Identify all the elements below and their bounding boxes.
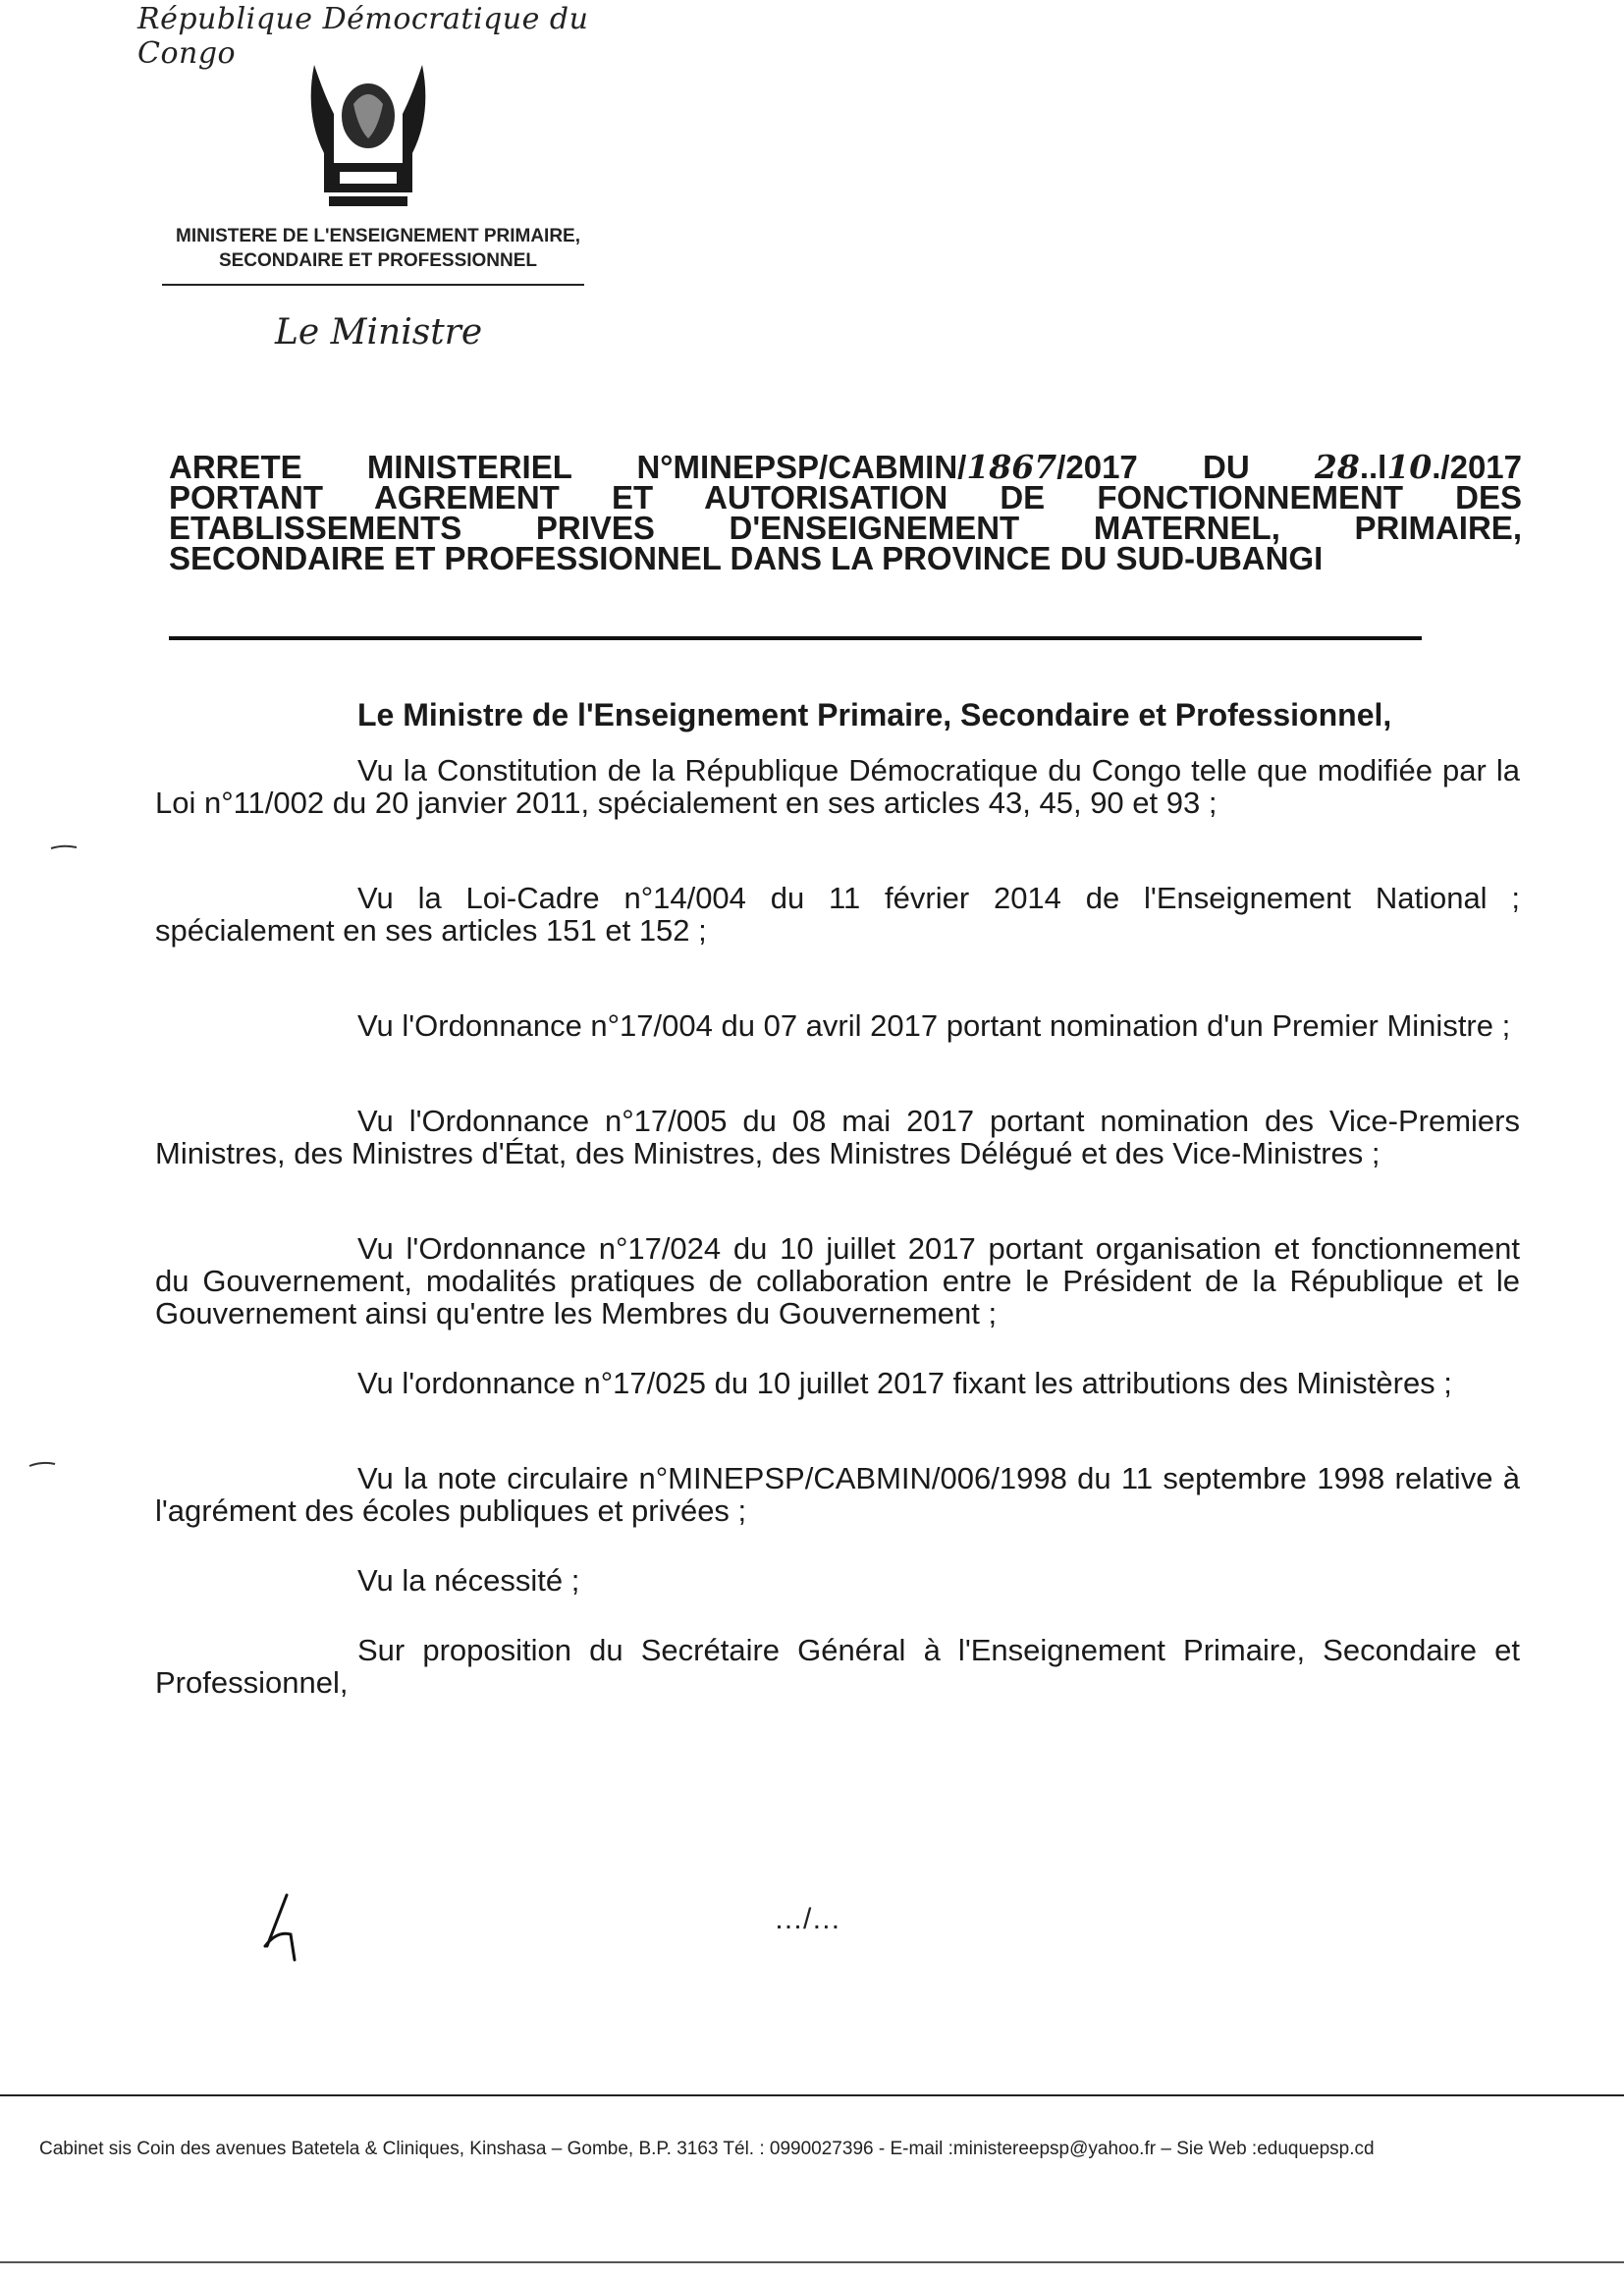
ministry-line-1: MINISTERE DE L'ENSEIGNEMENT PRIMAIRE, bbox=[176, 226, 580, 246]
paragraph-necessite: Vu la nécessité ; bbox=[357, 1563, 580, 1598]
footer-divider bbox=[0, 2094, 1624, 2096]
ministry-line-2: SECONDAIRE ET PROFESSIONNEL bbox=[218, 250, 538, 271]
title-underline bbox=[169, 636, 1422, 640]
footer-address: Cabinet sis Coin des avenues Batetela & Cliniques, Kinshasa – Gombe, B.P. 3163 Tél. : 0990027396 - E-mail :ministereepsp@yahoo.fr – Sie Web :eduquepsp.cd bbox=[39, 2139, 1375, 2159]
ministry-divider bbox=[162, 284, 584, 286]
minister-heading: Le Ministre bbox=[275, 312, 483, 353]
title-line-1: ARRETE MINISTERIEL N°MINEPSP/CABMIN/1867/2017 DU 28..l10./2017 bbox=[169, 448, 1523, 486]
paragraph-constitution: Vu la Constitution de la République Démocratique du Congo telle que modifiée par la Loi n°11/002 du 20 janvier 2011, spécialement en ses articles 43, 45, 90 et 93 ; bbox=[155, 753, 1520, 820]
title-line-3: ETABLISSEMENTS PRIVES D'ENSEIGNEMENT MATERNEL, PRIMAIRE, bbox=[169, 510, 1522, 546]
decree-body bbox=[155, 754, 1520, 1762]
title-line-2: PORTANT AGREMENT ET AUTORISATION DE FONCTIONNEMENT DES bbox=[169, 479, 1522, 515]
paragraph-proposition: Sur proposition du Secrétaire Général à l'Enseignement Primaire, Secondaire et Professionnel, bbox=[155, 1633, 1520, 1700]
paragraph-ordonnance-17-025: Vu l'ordonnance n°17/025 du 10 juillet 2017 fixant les attributions des Ministères ; bbox=[357, 1366, 1452, 1400]
preamble: Le Ministre de l'Enseignement Primaire, Secondaire et Professionnel, bbox=[357, 697, 1392, 733]
decree-title bbox=[169, 448, 1523, 576]
country-name: République Démocratique du Congo bbox=[137, 2, 589, 71]
ministry-name bbox=[147, 224, 609, 273]
paragraph-ordonnance-17-004: Vu l'Ordonnance n°17/004 du 07 avril 2017 portant nomination d'un Premier Ministre ; bbox=[357, 1008, 1511, 1043]
title-line-4: SECONDAIRE ET PROFESSIONNEL DANS LA PROVINCE DU SUD-UBANGI bbox=[169, 540, 1324, 576]
coat-of-arms-icon bbox=[295, 55, 442, 212]
margin-mark-icon bbox=[27, 1461, 57, 1467]
handwritten-ref-number: 1867 bbox=[966, 448, 1057, 486]
paragraph-note-circulaire: Vu la note circulaire n°MINEPSP/CABMIN/006/1998 du 11 septembre 1998 relative à l'agrément des écoles publiques et privées ; bbox=[155, 1461, 1520, 1528]
continuation-mark: …/… bbox=[774, 1903, 841, 1935]
handwritten-day: 28 bbox=[1314, 448, 1360, 486]
margin-mark-icon bbox=[49, 844, 79, 850]
handwritten-month: 10 bbox=[1386, 448, 1433, 486]
bottom-edge-line bbox=[0, 2261, 1624, 2263]
handwritten-initial-icon bbox=[257, 1891, 306, 1964]
paragraph-ordonnance-17-024: Vu l'Ordonnance n°17/024 du 10 juillet 2017 portant organisation et fonctionnement du Gouvernement, modalités pratiques de collaboration entre le Président de la République et le Gouvernement ainsi qu'entre les Membres du Gouvernement ; bbox=[155, 1231, 1520, 1330]
paragraph-loi-cadre: Vu la Loi-Cadre n°14/004 du 11 février 2014 de l'Enseignement National ; spécialement en ses articles 151 et 152 ; bbox=[155, 881, 1520, 948]
paragraph-ordonnance-17-005: Vu l'Ordonnance n°17/005 du 08 mai 2017 portant nomination des Vice-Premiers Ministres, des Ministres d'État, des Ministres, des Ministres Délégué et des Vice-Ministres ; bbox=[155, 1104, 1520, 1170]
